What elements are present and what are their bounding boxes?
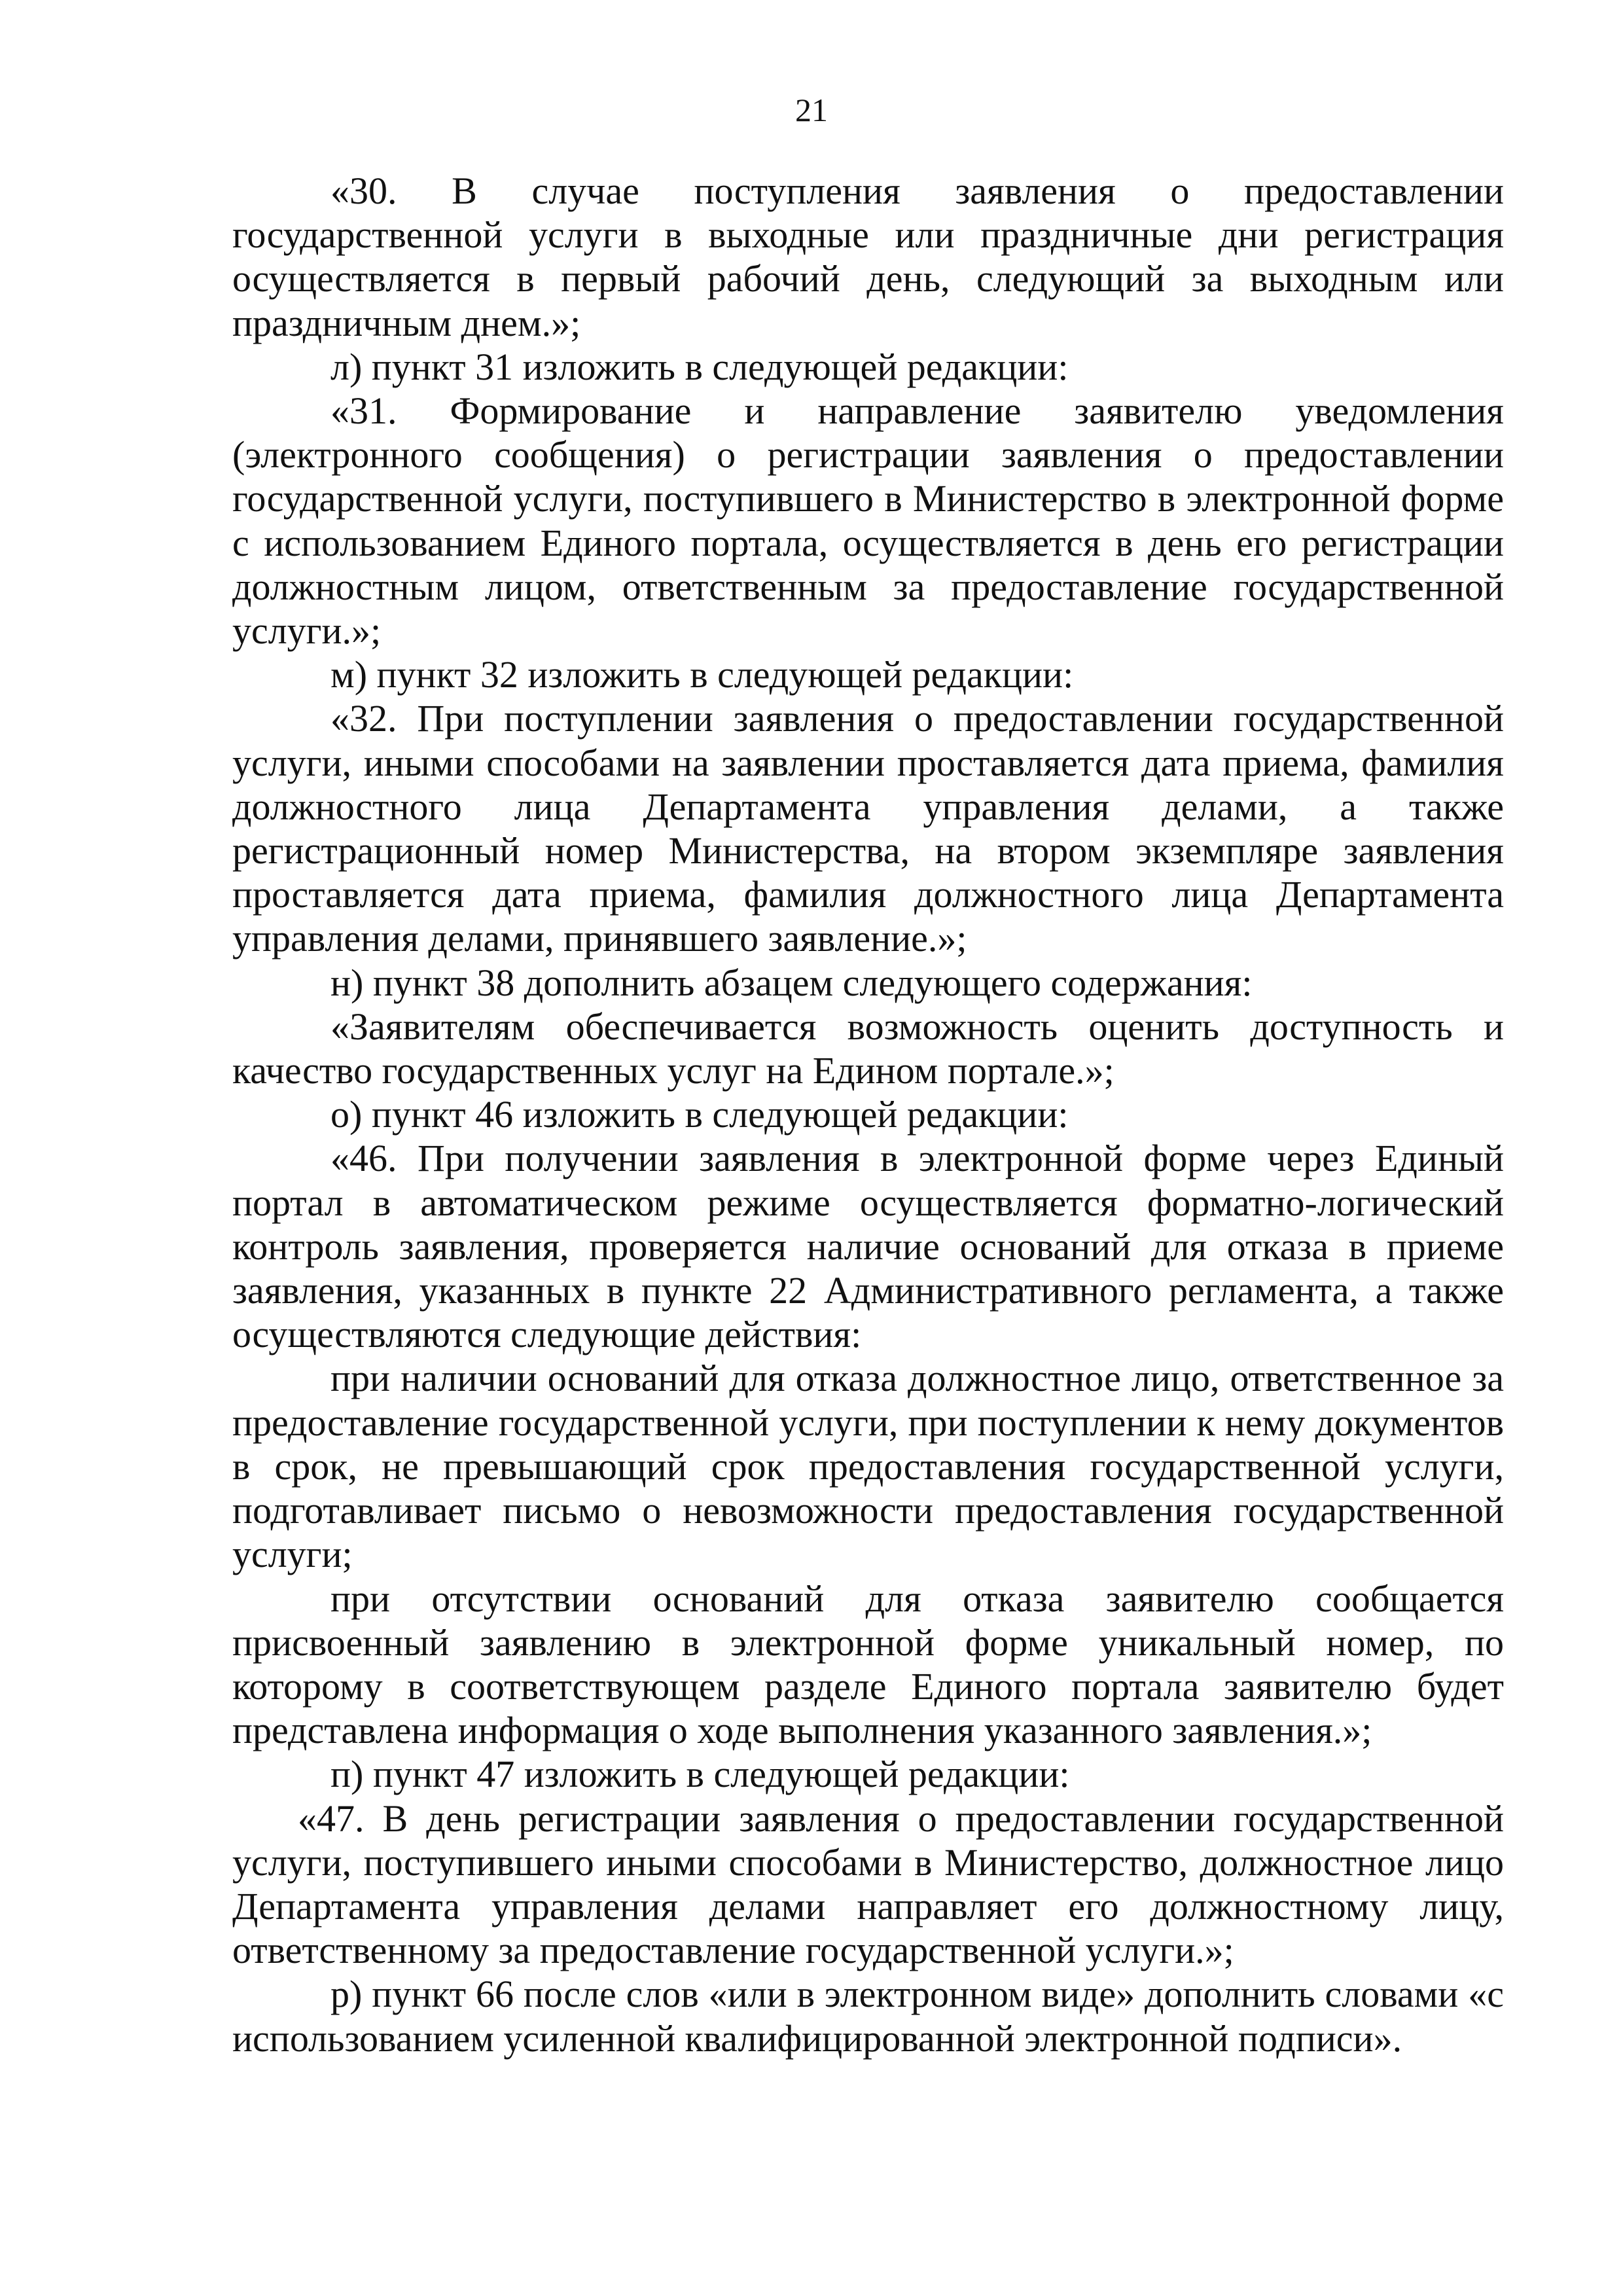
amendment-l: л) пункт 31 изложить в следующей редакции: (330, 345, 1069, 388)
amendment-r: р) пункт 66 после слов «или в электронном виде» дополнить словами «с использованием усиленной квалифицированной электронной подписи». (232, 1973, 1504, 2060)
paragraph-item-46-refusal: при наличии оснований для отказа должностное лицо, ответственное за предоставление государственной услуги, при поступлении к нему документов в срок, не превышающий срок предоставления государственной услуги, подготавливает письмо о невозможности предоставления государственной услуги; (232, 1357, 1504, 1576)
paragraph-item-47: «47. В день регистрации заявления о предоставлении государственной услуги, поступившего иными способами в Министерство, должностное лицо Департамента управления делами направляет его должностному лицу, ответственному за предоставление государственной услуги.»; (232, 1797, 1504, 1972)
paragraph-item-30: «30. В случае поступления заявления о предоставлении государственной услуги в выходные или праздничные дни регистрация осуществляется в первый рабочий день, следующий за выходным или праздничным днем.»; (232, 170, 1504, 344)
document-body (232, 169, 1504, 2060)
paragraph-item-46: «46. При получении заявления в электронной форме через Единый портал в автоматическом режиме осуществляется форматно-логический контроль заявления, проверяется наличие оснований для отказа в приеме заявления, указанных в пункте 22 Административного регламента, а также осуществляются следующие действия: (232, 1137, 1504, 1356)
paragraph-item-46-no-refusal: при отсутствии оснований для отказа заявителю сообщается присвоенный заявлению в электронной форме уникальный номер, по которому в соответствующем разделе Единого портала заявителю будет представлена информация о ходе выполнения указанного заявления.»; (232, 1577, 1504, 1752)
paragraph-item-32: «32. При поступлении заявления о предоставлении государственной услуги, иными способами на заявлении проставляется дата приема, фамилия должностного лица Департамента управления делами, а также регистрационный номер Министерства, на втором экземпляре заявления проставляется дата приема, фамилия должностного лица Департамента управления делами, принявшего заявление.»; (232, 697, 1504, 960)
amendment-o: о) пункт 46 изложить в следующей редакции: (330, 1093, 1069, 1136)
amendment-n: н) пункт 38 дополнить абзацем следующего содержания: (330, 961, 1253, 1004)
amendment-p: п) пункт 47 изложить в следующей редакции: (330, 1753, 1070, 1796)
page-number: 21 (795, 92, 828, 128)
paragraph-item-31: «31. Формирование и направление заявителю уведомления (электронного сообщения) о регистрации заявления о предоставлении государственной услуги, поступившего в Министерство в электронной форме с использованием Единого портала, осуществляется в день его регистрации должностным лицом, ответственным за предоставление государственной услуги.»; (232, 389, 1504, 653)
amendment-m: м) пункт 32 изложить в следующей редакции: (330, 653, 1074, 696)
paragraph-item-38-addition: «Заявителям обеспечивается возможность оценить доступность и качество государственных услуг на Едином портале.»; (232, 1005, 1504, 1092)
